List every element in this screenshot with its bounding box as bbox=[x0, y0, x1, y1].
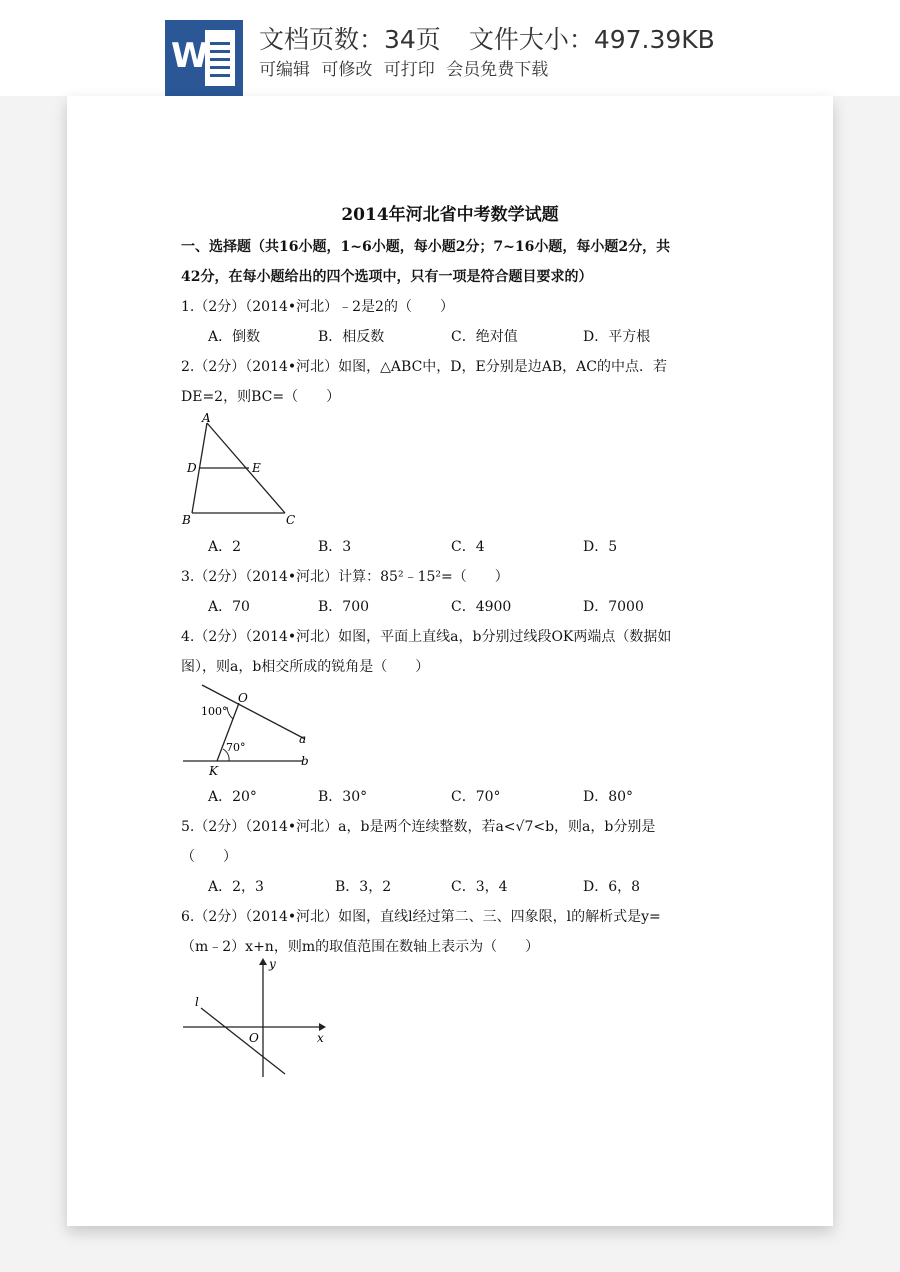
label-d: D bbox=[187, 461, 197, 475]
question-6-stem-line1: 6.（2分）（2014•河北）如图，直线l经过第二、三、四象限，l的解析式是y= bbox=[181, 909, 661, 925]
page-count: 文档页数：34页 bbox=[259, 25, 441, 54]
q2-option-b: B．3 bbox=[318, 539, 352, 555]
triangle-abc-figure bbox=[177, 411, 297, 529]
label-b: B bbox=[182, 513, 191, 527]
question-4-stem-line2: 图），则a，b相交所成的锐角是（ ） bbox=[181, 659, 430, 675]
section-heading-line2: 42分，在每小题给出的四个选项中，只有一项是符合题目要求的） bbox=[181, 269, 593, 285]
document-page bbox=[67, 96, 833, 1226]
angle-70: 70° bbox=[226, 741, 246, 754]
question-5-stem-line1: 5.（2分）（2014•河北）a，b是两个连续整数，若a<√7<b，则a，b分别是 bbox=[181, 819, 656, 835]
question-6-stem-line2: （m﹣2）x+n，则m的取值范围在数轴上表示为（ ） bbox=[181, 939, 540, 955]
document-info-header bbox=[0, 0, 900, 96]
q2-option-c: C．4 bbox=[451, 539, 485, 555]
q5-option-d: D．6，8 bbox=[583, 879, 641, 895]
q4-option-a: A．20° bbox=[208, 789, 257, 805]
q3-option-d: D．7000 bbox=[583, 599, 644, 615]
label-l: l bbox=[195, 995, 199, 1009]
word-file-icon: W bbox=[165, 20, 243, 96]
q3-option-c: C．4900 bbox=[451, 599, 512, 615]
q4-option-c: C．70° bbox=[451, 789, 501, 805]
question-5-stem-line2: （ ） bbox=[181, 849, 237, 865]
label-line-b: b bbox=[301, 754, 309, 768]
label-origin: O bbox=[249, 1031, 259, 1045]
q4-option-d: D．80° bbox=[583, 789, 634, 805]
question-2-stem-line1: 2.（2分）（2014•河北）如图，△ABC中，D，E分别是边AB，AC的中点．若 bbox=[181, 359, 667, 375]
feature-list: 可编辑 可修改 可打印 会员免费下载 bbox=[259, 60, 549, 80]
q1-option-c: C．绝对值 bbox=[451, 329, 518, 345]
question-3-stem: 3.（2分）（2014•河北）计算：85²﹣15²=（ ） bbox=[181, 569, 509, 585]
file-stats bbox=[259, 20, 715, 56]
q1-option-b: B．相反数 bbox=[318, 329, 385, 345]
q2-option-d: D．5 bbox=[583, 539, 618, 555]
label-line-a: a bbox=[299, 732, 307, 746]
angle-100: 100° bbox=[201, 705, 228, 718]
q4-option-b: B．30° bbox=[318, 789, 368, 805]
document-title: 2014年河北省中考数学试题 bbox=[341, 205, 559, 225]
q1-option-a: A．倒数 bbox=[208, 329, 261, 345]
section-heading-line1: 一、选择题（共16小题，1~6小题，每小题2分；7~16小题，每小题2分，共 bbox=[181, 239, 671, 255]
q2-option-a: A．2 bbox=[208, 539, 242, 555]
label-o: O bbox=[238, 691, 248, 705]
label-k: K bbox=[209, 764, 218, 776]
question-1-stem: 1.（2分）（2014•河北）﹣2是2的（ ） bbox=[181, 299, 454, 315]
question-2-stem-line2: DE=2，则BC=（ ） bbox=[181, 389, 341, 405]
lines-ok-figure bbox=[177, 681, 317, 776]
q3-option-a: A．70 bbox=[208, 599, 250, 615]
question-4-stem-line1: 4.（2分）（2014•河北）如图，平面上直线a，b分别过线段OK两端点（数据如 bbox=[181, 629, 672, 645]
label-a: A bbox=[202, 411, 211, 425]
label-c: C bbox=[286, 513, 296, 527]
label-x: x bbox=[317, 1031, 324, 1045]
label-e: E bbox=[252, 461, 261, 475]
q5-option-c: C．3，4 bbox=[451, 879, 508, 895]
q1-option-d: D．平方根 bbox=[583, 329, 651, 345]
q5-option-a: A．2，3 bbox=[208, 879, 264, 895]
file-size: 文件大小：497.39KB bbox=[468, 25, 715, 54]
label-y: y bbox=[269, 957, 276, 971]
coordinate-line-figure bbox=[179, 956, 329, 1082]
q3-option-b: B．700 bbox=[318, 599, 370, 615]
q5-option-b: B．3，2 bbox=[335, 879, 392, 895]
